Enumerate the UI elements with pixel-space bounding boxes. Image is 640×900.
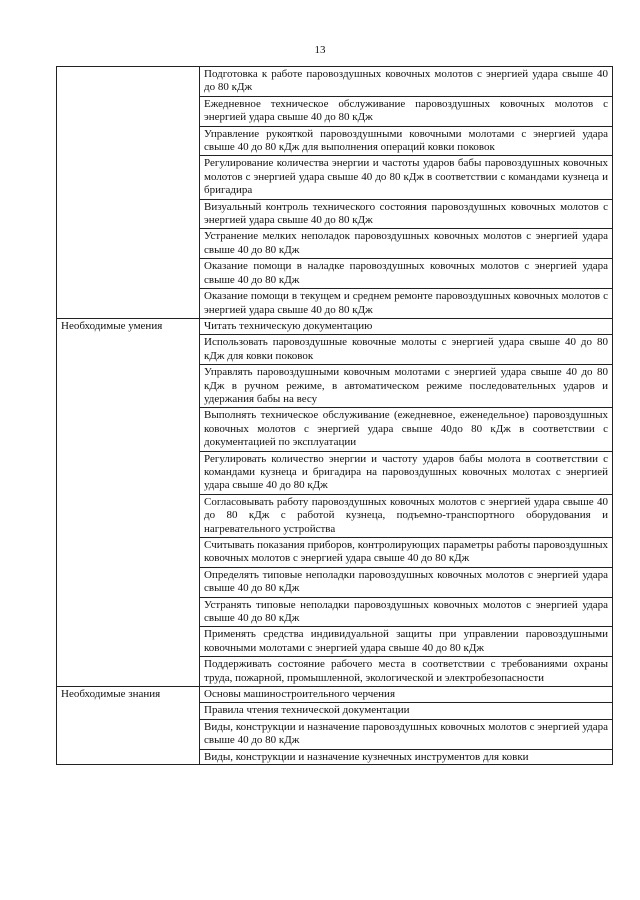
section-label — [57, 67, 200, 319]
requirement-cell: Управлять паровоздушными ковочным молотами с энергией удара свыше 40 до 80 кДж в ручном режиме, в автоматическом режиме последовательных ударов и удержания бабы на весу — [200, 365, 613, 408]
requirement-cell: Поддерживать состояние рабочего места в соответствии с требованиями охраны труда, пожарной, промышленной, экологической и электробезопасности — [200, 657, 613, 687]
requirement-cell: Регулировать количество энергии и частоту ударов бабы молота в соответствии с командами кузнеца и бригадира на паровоздушных ковочных молотах с энергией удара свыше 40 до 80 кДж — [200, 451, 613, 494]
requirement-cell: Виды, конструкции и назначение паровоздушных ковочных молотов с энергией удара свыше 40 до 80 кДж — [200, 719, 613, 749]
table-row — [57, 687, 613, 703]
section-label: Необходимые знания — [57, 687, 200, 765]
requirement-cell: Виды, конструкции и назначение кузнечных инструментов для ковки — [200, 749, 613, 764]
requirement-cell: Использовать паровоздушные ковочные молоты с энергией удара свыше 40 до 80 кДж для ковки поковок — [200, 335, 613, 365]
requirement-cell: Оказание помощи в наладке паровоздушных ковочных молотов с энергией удара свыше 40 до 80 кДж — [200, 259, 613, 289]
requirement-cell: Правила чтения технической документации — [200, 703, 613, 719]
requirement-cell: Согласовывать работу паровоздушных ковочных молотов с энергией удара свыше 40 до 80 кДж с работой кузнеца, подъемно-транспортного оборудования и нагревательного устройства — [200, 494, 613, 537]
page-number: 13 — [314, 44, 326, 56]
requirement-cell: Определять типовые неполадки паровоздушных ковочных молотов с энергией удара свыше 40 до 80 кДж — [200, 567, 613, 597]
section-label: Необходимые умения — [57, 318, 200, 686]
table-row — [57, 318, 613, 334]
requirement-cell: Устранять типовые неполадки паровоздушных ковочных молотов с энергией удара свыше 40 до 80 кДж — [200, 597, 613, 627]
requirement-cell: Читать техническую документацию — [200, 318, 613, 334]
requirement-cell: Основы машиностроительного черчения — [200, 687, 613, 703]
requirement-cell: Устранение мелких неполадок паровоздушных ковочных молотов с энергией удара свыше 40 до 80 кДж — [200, 229, 613, 259]
requirements-table — [56, 66, 613, 765]
requirement-cell: Ежедневное техническое обслуживание паровоздушных ковочных молотов с энергией удара свыше 40 до 80 кДж — [200, 96, 613, 126]
requirement-cell: Считывать показания приборов, контролирующих параметры работы паровоздушных ковочных молотов с энергией удара свыше 40 до 80 кДж — [200, 538, 613, 568]
requirement-cell: Регулирование количества энергии и частоты ударов бабы паровоздушных ковочных молотов с энергией удара свыше 40 до 80 кДж в соответствии с командами кузнеца и бригадира — [200, 156, 613, 199]
requirement-cell: Управление рукояткой паровоздушными ковочными молотами с энергией удара свыше 40 до 80 кДж для выполнения операций ковки поковок — [200, 126, 613, 156]
requirements-table-body — [57, 67, 613, 765]
requirement-cell: Применять средства индивидуальной защиты при управлении паровоздушными ковочными молотами с энергией удара свыше 40 до 80 кДж — [200, 627, 613, 657]
requirement-cell: Подготовка к работе паровоздушных ковочных молотов с энергией удара свыше 40 до 80 кДж — [200, 67, 613, 97]
requirement-cell: Оказание помощи в текущем и среднем ремонте паровоздушных ковочных молотов с энергией удара свыше 40 до 80 кДж — [200, 289, 613, 319]
requirement-cell: Выполнять техническое обслуживание (ежедневное, еженедельное) паровоздушных ковочных молотов с энергией удара свыше 40до 80 кДж в соответствии с документацией по эксплуатации — [200, 408, 613, 451]
requirement-cell: Визуальный контроль технического состояния паровоздушных ковочных молотов с энергией удара свыше 40 до 80 кДж — [200, 199, 613, 229]
table-row — [57, 67, 613, 97]
